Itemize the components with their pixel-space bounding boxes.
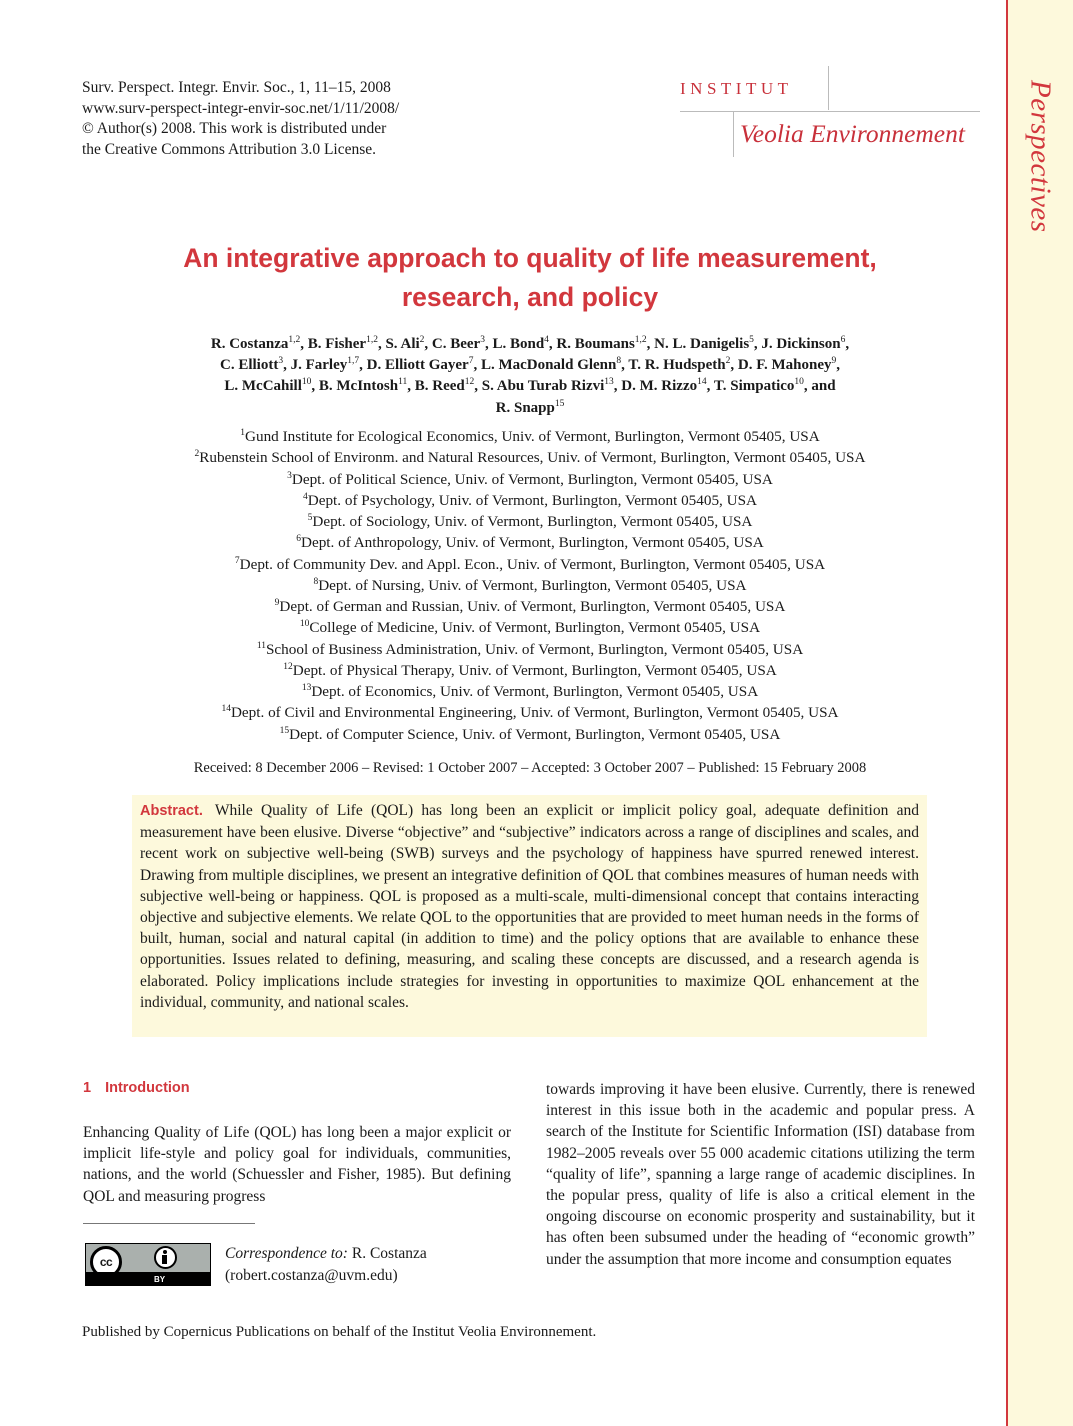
affiliation-text: Dept. of German and Russian, Univ. of Vermont, Burlington, Vermont 05405, USA [279,598,786,615]
author-affiliation-marker: 6 [840,335,846,345]
badge-strip [86,1272,210,1285]
author-affiliation-marker: 1,2 [366,335,378,345]
publication-dates: Received: 8 December 2006 – Revised: 1 October 2007 – Accepted: 3 October 2007 – Published: 15 February 2008 [193,760,867,776]
affiliation-item [115,596,945,617]
author-name: R. Boumans [556,336,635,352]
author-name: B. Reed [414,378,465,395]
affiliation-number: 13 [301,683,312,693]
affiliation-text: Dept. of Psychology, Univ. of Vermont, Burlington, Vermont 05405, USA [307,491,758,509]
affiliation-text: Dept. of Nursing, Univ. of Vermont, Burlington, Vermont 05405, USA [318,576,747,594]
abstract-text: While Quality of Life (QOL) has long been an explicit or implicit policy goal, adequate definition and measurement have been elusive. Diverse “objective” and “subjective” indicators across a range of disciplines and scales, and recent work on subjective well-being (SWB) surveys and the psychology of happiness have spurred renewed interest. Drawing from multiple disciplines, we present an integrative definition of QOL that combines measures of human needs with subjective well-being or happiness. QOL is proposed as a multi-scale, multi-dimensional concept that contains interacting objective and subjective elements. We relate QOL to the opportunities that are provided to meet human needs in the forms of built, human, social and natural capital (in addition to time) and the policy options that are available to enhance these opportunities. Issues related to defining, measuring, and scaling these concepts are discussed, and a research agenda is elaborated. Policy implications include strategies for investing in opportunities to maximize QOL enhancement at the individual, community, and national scales. [140,802,919,1011]
publisher-footer: Published by Copernicus Publications on behalf of the Institut Veolia Environnement. [82,1324,597,1340]
affiliation-number: 15 [279,725,290,736]
title-line: An integrative approach to quality of life measurement, [183,243,877,273]
author-name: B. McIntosh [318,378,399,395]
author-affiliation-marker: 14 [697,377,707,388]
affiliation-text: Dept. of Economics, Univ. of Vermont, Burlington, Vermont 05405, USA [311,683,759,700]
author-affiliation-marker: 8 [616,356,622,367]
author-affiliation-marker: 2 [725,356,731,367]
logo-divider [733,112,734,157]
author-affiliation-marker: 1,2 [288,335,301,345]
author-name: D. Elliott Gayer [366,357,469,374]
affiliation-item [115,724,945,745]
affiliation-text: Dept. of Anthropology, Univ. of Vermont, Burlington, Vermont 05405, USA [300,534,764,552]
author-name: D. M. Rizzo [621,378,698,395]
copyright-line: © Author(s) 2008. This work is distributed under [82,120,387,137]
author-name: R. Costanza [210,336,289,352]
author-name: N. L. Danigelis [654,336,750,352]
author-name: J. Dickinson [761,336,841,352]
author-affiliation-marker: 13 [604,377,614,388]
author-name: B. Fisher [307,336,367,352]
affiliation-number: 3 [287,470,292,481]
affiliation-number: 7 [234,555,240,566]
affiliation-number: 9 [274,598,280,608]
affiliation-number: 6 [296,534,301,545]
author-affiliation-marker: 10 [794,377,804,388]
affiliation-text: Dept. of Computer Science, Univ. of Vermont, Burlington, Vermont 05405, USA [289,725,781,743]
journal-info [82,78,399,160]
cc-by-license-badge[interactable] [85,1243,211,1286]
correspondence-name: R. Costanza [351,1245,427,1262]
author-name: S. Ali [385,336,420,352]
author-name: S. Abu Turab Rizvi [481,378,605,395]
affiliation-list [115,426,945,745]
affiliation-number: 8 [313,576,319,587]
affiliation-item [115,447,945,468]
affiliation-number: 11 [256,640,266,651]
author-affiliation-marker: 7 [468,356,474,367]
correspondence-email[interactable]: (robert.costanza@uvm.edu) [225,1266,398,1284]
affiliation-text: College of Medicine, Univ. of Vermont, Burlington, Vermont 05405, USA [309,619,761,637]
author-affiliation-marker: 2 [419,335,425,345]
author-name: C. Elliott [219,357,279,374]
affiliation-item [115,617,945,638]
sidebar-label: Perspectives [1024,80,1057,233]
affiliation-item [115,532,945,553]
author-affiliation-marker: 11 [398,377,408,388]
affiliation-text: Rubenstein School of Environm. and Natural Resources, Univ. of Vermont, Burlington, Vermont 05405, USA [199,449,866,467]
author-affiliation-marker: 4 [544,335,549,345]
abstract-box [132,795,927,1037]
author-list: R. Costanza$^{1,2}$, B. Fisher$^{1,2}$, S. Ali$^2$, C. Beer$^3$, L. Bond$^4$, R. Boumans$^{1,2}$, N. L. Danigelis$^5$, J. Dickinson$^6$, C. Elliott$^3$, J. Farley$^{1,7}$, D. Elliott Gayer$^7$, L. MacDonald Glenn$^8$, T. R. Hudspeth$^2$, D. F. Mahoney$^9$, L. McCahill$^{10}$, B. McIntosh$^{11}$, B. Reed$^{12}$, S. Abu Turab Rizvi$^{13}$, D. M. Rizzo$^{14}$, T. Simpatico$^{10}$, and R. Snapp$^{15}$ [210,335,850,416]
correspondence [225,1243,427,1286]
author-affiliation-marker: 9 [831,356,837,367]
affiliation-item [115,469,945,490]
by-label: BY [154,1275,166,1284]
author-affiliation-marker: 3 [480,335,485,345]
logo-divider [828,66,829,110]
affiliation-number: 5 [307,513,313,523]
author-affiliation-marker: 15 [554,398,565,409]
affiliation-text: School of Business Administration, Univ. of Vermont, Burlington, Vermont 05405, USA [265,640,804,658]
affiliation-number: 4 [302,491,308,502]
affiliation-text: Dept. of Civil and Environmental Engineering, Univ. of Vermont, Burlington, Vermont 05405, USA [230,704,839,722]
affiliation-item [115,490,945,511]
abstract-label: Abstract. [140,803,203,819]
author-name: L. MacDonald Glenn [480,357,617,374]
author-affiliation-marker: 12 [464,377,475,388]
author-affiliation-marker: 1,2 [634,335,647,345]
cc-text: cc [99,1255,113,1269]
affiliation-item [115,426,945,447]
affiliation-item [115,639,945,660]
author-name: L. McCahill [224,378,302,395]
affiliation-item [115,511,945,532]
author-affiliation-marker: 3 [278,356,284,367]
person-head [163,1250,167,1254]
affiliation-text: Dept. of Sociology, Univ. of Vermont, Burlington, Vermont 05405, USA [312,513,753,530]
affiliation-number: 10 [299,619,310,630]
section-heading [83,1080,190,1096]
affiliation-item [115,681,945,702]
correspondence-label: Correspondence to: [225,1245,348,1262]
author-affiliation-marker: 10 [301,377,312,388]
author-name: C. Beer [431,336,481,352]
affiliation-item [115,702,945,723]
logo-divider [680,111,980,112]
author-affiliation-marker: 1,7 [347,356,360,367]
journal-url[interactable]: www.surv-perspect-integr-envir-soc.net/1/11/2008/ [82,99,400,117]
affiliation-text: Dept. of Community Dev. and Appl. Econ., Univ. of Vermont, Burlington, Vermont 05405, USA [239,555,826,573]
body-column-left: Enhancing Quality of Life (QOL) has long been a major explicit or implicit life-style and policy goal for individuals, communities, nations, and the world (Schuessler and Fisher, 1985). But defining QOL and measuring progress [83,1124,511,1205]
author-name: L. Bond [492,336,545,352]
affiliation-item [115,554,945,575]
affiliation-item [115,575,945,596]
section-number: 1 [83,1080,92,1096]
author-affiliation-marker: 5 [749,335,754,345]
logo-institut-text: INSTITUT [680,79,793,98]
license-line: the Creative Commons Attribution 3.0 License. [82,140,377,158]
paper-title [120,239,940,317]
attribution-person-icon [154,1246,177,1269]
affiliation-number: 1 [240,428,246,438]
affiliation-number: 14 [221,704,231,715]
affiliation-text: Dept. of Physical Therapy, Univ. of Vermont, Burlington, Vermont 05405, USA [292,661,777,679]
body-column-right: towards improving it have been elusive. Currently, there is renewed interest in this issue both in the academic and popular press. A search of the Institute for Scientific Information (ISI) database from 1982–2005 reveals over 55 000 academic citations utilizing the term “quality of life”, spanning a large range of academic disciplines. In the popular press, quality of life is also a critical element in the ongoing discourse on economic prosperity and sustainability, but it has often been subsumed under the heading of “economic growth” under the assumption that more income and consumption equates [546,1081,975,1268]
affiliation-text: Dept. of Political Science, Univ. of Vermont, Burlington, Vermont 05405, USA [291,470,773,488]
author-name: T. R. Hudspeth [628,357,726,374]
author-name: J. Farley [290,357,348,374]
logo-veolia-text: Veolia Environnement [740,119,965,148]
author-name: T. Simpatico [713,378,795,395]
footnote-divider [83,1223,255,1224]
affiliation-text: Gund Institute for Ecological Economics, Univ. of Vermont, Burlington, Vermont 05405, USA [245,428,820,445]
section-title: Introduction [105,1080,190,1096]
title-line: research, and policy [401,282,659,312]
affiliation-item [115,660,945,681]
affiliation-number: 12 [283,661,293,672]
journal-citation: Surv. Perspect. Integr. Envir. Soc., 1, 11–15, 2008 [82,79,391,96]
person-body [162,1255,167,1264]
affiliation-number: 2 [194,449,200,460]
author-name: R. Snapp [495,399,555,416]
author-name: D. F. Mahoney [737,357,832,374]
